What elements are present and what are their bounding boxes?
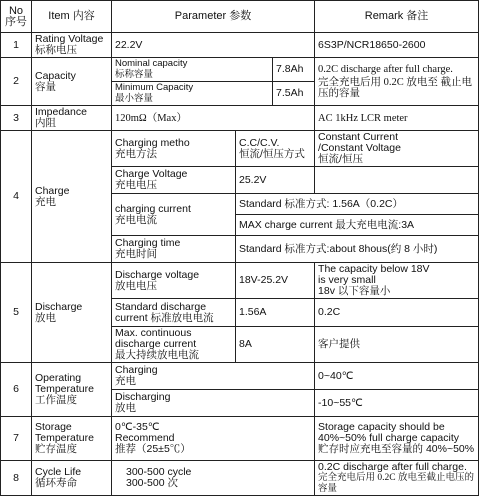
remark-en: Storage capacity should be 40%~50% full charge capacity xyxy=(318,421,459,444)
item-en: Charge xyxy=(35,184,70,197)
charging-method-label xyxy=(112,131,236,167)
sub-label-en: Nominal capacity xyxy=(115,58,188,69)
sub-label-en: Discharging xyxy=(115,391,171,403)
header-item: Item 内容 xyxy=(32,1,112,33)
row-number: 7 xyxy=(1,417,32,461)
discharge-voltage-remark xyxy=(315,263,479,299)
item-cn: 循环寿命 xyxy=(35,477,77,489)
table-row xyxy=(1,363,479,390)
rating-voltage-remark: 6S3P/NCR18650-2600 xyxy=(315,33,479,58)
item-en: Operating xyxy=(35,372,82,384)
header-no xyxy=(1,1,32,33)
method-value-cn: 恒流/恒压方式 xyxy=(239,147,305,160)
cycle-life-remark xyxy=(315,461,479,496)
remark-line: is very small xyxy=(318,274,376,286)
impedance-value: 120mΩ（Max） xyxy=(112,106,315,131)
remark-en: 0.2C discharge after full charge. xyxy=(318,64,453,75)
table-row xyxy=(1,263,479,299)
storage-temp-value xyxy=(112,417,315,461)
table-row xyxy=(1,461,479,496)
item-cn: 工作温度 xyxy=(35,394,77,406)
sub-label-cn: 充电电流 xyxy=(115,213,157,226)
item-cycle-life xyxy=(32,461,112,496)
item-en: Capacity xyxy=(35,69,76,82)
minimum-capacity-value: 7.5Ah xyxy=(273,82,315,106)
header-no-en: No xyxy=(8,4,24,17)
item-operating-temperature xyxy=(32,363,112,417)
item-discharge xyxy=(32,263,112,363)
sub-label-cn: 最大持续放电电流 xyxy=(115,349,199,361)
row-number: 2 xyxy=(1,58,32,106)
rating-voltage-value: 22.2V xyxy=(112,33,315,58)
discharge-voltage-value: 18V-25.2V xyxy=(236,263,315,299)
item-cn: 容量 xyxy=(35,80,56,93)
max-discharge-label xyxy=(112,327,236,363)
standard-discharge-value: 1.56A xyxy=(236,299,315,327)
row-number: 6 xyxy=(1,363,32,417)
sub-label-en: discharge current xyxy=(115,338,197,350)
sub-label-mixed: current 标准放电电流 xyxy=(115,311,214,324)
cycle-value-cn: 300-500 次 xyxy=(126,477,178,489)
minimum-capacity-label xyxy=(112,82,273,106)
table-header-row xyxy=(1,1,479,33)
storage-recommend-cn: 推荐（25±5℃） xyxy=(115,443,191,455)
header-parameter: Parameter 参数 xyxy=(112,1,315,33)
sub-label-cn: 充电 xyxy=(115,375,136,387)
item-cn: 标称电压 xyxy=(35,44,77,56)
table-row xyxy=(1,58,479,82)
sub-label-en: Max. continuous xyxy=(115,327,192,339)
item-rating-voltage xyxy=(32,33,112,58)
op-temp-discharging-value: -10~55℃ xyxy=(315,390,479,417)
sub-label-en: Charging xyxy=(115,364,158,376)
remark-cn: 完全充电后用 0.2C 放电至 截止电压的容量 xyxy=(318,77,473,99)
remark-cn: 贮存时应充电至容量的 40%~50% xyxy=(318,443,475,455)
charge-voltage-label xyxy=(112,167,236,194)
item-en: Temperature xyxy=(35,383,94,395)
row-number: 5 xyxy=(1,263,32,363)
row-number: 1 xyxy=(1,33,32,58)
sub-label-cn: 充电时间 xyxy=(115,248,157,260)
item-en: Discharge xyxy=(35,300,83,313)
item-en: Cycle Life xyxy=(35,466,82,478)
remark-line: The capacity below 18V xyxy=(318,263,430,275)
cycle-life-value xyxy=(112,461,315,496)
table-row xyxy=(1,106,479,131)
standard-discharge-remark: 0.2C xyxy=(315,299,479,327)
item-en: Storage xyxy=(35,421,72,433)
charging-time-label xyxy=(112,236,236,263)
remark-en: 0.2C discharge after full charge. xyxy=(318,461,467,473)
sub-label-en: Minimum Capacity xyxy=(115,82,194,93)
charge-voltage-value: 25.2V xyxy=(236,167,315,194)
max-discharge-remark: 客户提供 xyxy=(315,327,479,363)
sub-label-cn: 标称容量 xyxy=(115,68,154,80)
remark-line: /Constant Voltage xyxy=(318,142,401,154)
storage-range: 0℃-35℃ xyxy=(115,421,160,433)
item-cn: 贮存温度 xyxy=(35,443,77,455)
item-impedance xyxy=(32,106,112,131)
impedance-remark: AC 1kHz LCR meter xyxy=(315,106,479,131)
item-storage-temperature xyxy=(32,417,112,461)
item-en: Rating Voltage xyxy=(35,33,104,45)
item-cn: 放电 xyxy=(35,311,56,324)
sub-label-en: Charge Voltage xyxy=(115,168,188,180)
remark-line: 18v 以下容量小 xyxy=(318,285,391,297)
charging-current-label xyxy=(112,194,236,236)
max-discharge-value: 8A xyxy=(236,327,315,363)
header-remark: Remark 备注 xyxy=(315,1,479,33)
item-capacity xyxy=(32,58,112,106)
charging-time-value: Standard 标准方式:about 8hous(约 8 小时) xyxy=(236,236,479,263)
item-cn: 内阻 xyxy=(35,117,56,129)
table-row xyxy=(1,417,479,461)
method-value-en: C.C/C.V. xyxy=(239,136,280,149)
op-temp-charging-value: 0~40℃ xyxy=(315,363,479,390)
table-row xyxy=(1,131,479,167)
storage-temp-remark xyxy=(315,417,479,461)
cycle-value-en: 300-500 cycle xyxy=(126,466,192,478)
item-en: Temperature xyxy=(35,432,94,444)
sub-label-cn: 放电电压 xyxy=(115,279,157,292)
sub-label-cn: 最小容量 xyxy=(115,92,154,104)
charging-current-standard: Standard 标准方式: 1.56A（0.2C） xyxy=(236,194,479,215)
item-charge xyxy=(32,131,112,263)
item-cn: 充电 xyxy=(35,195,56,208)
remark-cn: 完全充电后用 0.2C 放电至截止电压的容量 xyxy=(318,473,474,494)
row-number: 3 xyxy=(1,106,32,131)
sub-label-en: Standard discharge xyxy=(115,300,207,313)
charging-method-value xyxy=(236,131,315,167)
header-no-cn: 序号 xyxy=(5,15,27,28)
remark-line: 恒流/恒压 xyxy=(318,153,363,165)
sub-label-cn: 放电 xyxy=(115,402,136,414)
sub-label-en: Charging time xyxy=(115,237,181,249)
discharge-voltage-label xyxy=(112,263,236,299)
row-number: 4 xyxy=(1,131,32,263)
storage-recommend-en: Recommend xyxy=(115,432,175,444)
sub-label-en: charging current xyxy=(115,202,191,215)
sub-label-en: Charging metho xyxy=(115,136,190,149)
row-number: 8 xyxy=(1,461,32,496)
charging-current-max: MAX charge current 最大充电电流:3A xyxy=(236,215,479,236)
table-row xyxy=(1,33,479,58)
nominal-capacity-label xyxy=(112,58,273,82)
op-temp-charging-label xyxy=(112,363,315,390)
sub-label-cn: 充电电压 xyxy=(115,179,157,191)
capacity-remark xyxy=(315,58,479,106)
standard-discharge-label xyxy=(112,299,236,327)
sub-label-en: Discharge voltage xyxy=(115,268,200,281)
charging-method-remark xyxy=(315,131,479,167)
charge-voltage-remark xyxy=(315,167,479,194)
nominal-capacity-value: 7.8Ah xyxy=(273,58,315,82)
op-temp-discharging-label xyxy=(112,390,315,417)
item-en: Impedance xyxy=(35,106,87,118)
sub-label-cn: 充电方法 xyxy=(115,147,157,160)
remark-line: Constant Current xyxy=(318,131,398,143)
